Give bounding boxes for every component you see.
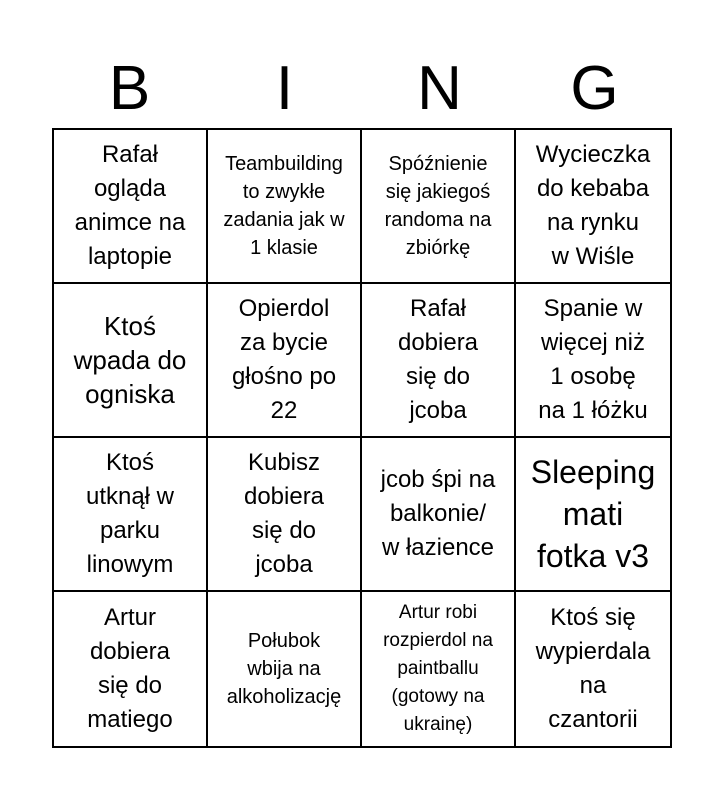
bingo-cell-2-1[interactable]: Ktoś wpada do ogniska [54,284,208,438]
bingo-cell-2-3[interactable]: Rafał dobiera się do jcoba [362,284,516,438]
bingo-cell-4-4[interactable]: Ktoś się wypierdala na czantorii [535,604,651,733]
bingo-cell-1-3[interactable]: Spóźnienie się jakiegoś randoma na zbiórkę [362,130,516,284]
bingo-cell-3-3[interactable]: jcob śpi na balkonie/ w łazience [362,438,516,592]
bingo-board [52,128,672,748]
bingo-cell-1-1[interactable]: Rafał ogląda animce na laptopie [54,130,208,284]
bingo-cell-2-2[interactable]: Opierdol za bycie głośno po 22 [208,284,362,438]
bingo-cell-4-1[interactable]: Artur dobiera się do matiego [54,592,208,746]
bingo-cell-3-4[interactable]: Sleeping mati fotka v3 [516,438,670,592]
bingo-cell-4-3[interactable]: Artur robi rozpierdol na paintballu (gotowy na ukrainę) [362,592,516,746]
header-letter-b: B [108,54,151,123]
bingo-cell-4-2[interactable]: Połubok wbija na alkoholizację [208,592,362,746]
bingo-cell-3-2[interactable]: Kubisz dobiera się do jcoba [208,438,362,592]
bingo-header [52,50,672,128]
bingo-cell-3-1[interactable]: Ktoś utknął w parku linowym [54,438,208,592]
header-letter-n: N [417,54,462,123]
header-letter-i: I [275,54,294,123]
bingo-cell-1-2[interactable]: Teambuilding to zwykłe zadania jak w 1 klasie [208,130,362,284]
bingo-cell-1-4[interactable]: Wycieczka do kebaba na rynku w Wiśle [516,130,670,284]
header-letter-g: G [570,54,619,123]
bingo-cell-2-4[interactable]: Spanie w więcej niż 1 osobę na 1 łóżku [516,284,670,438]
